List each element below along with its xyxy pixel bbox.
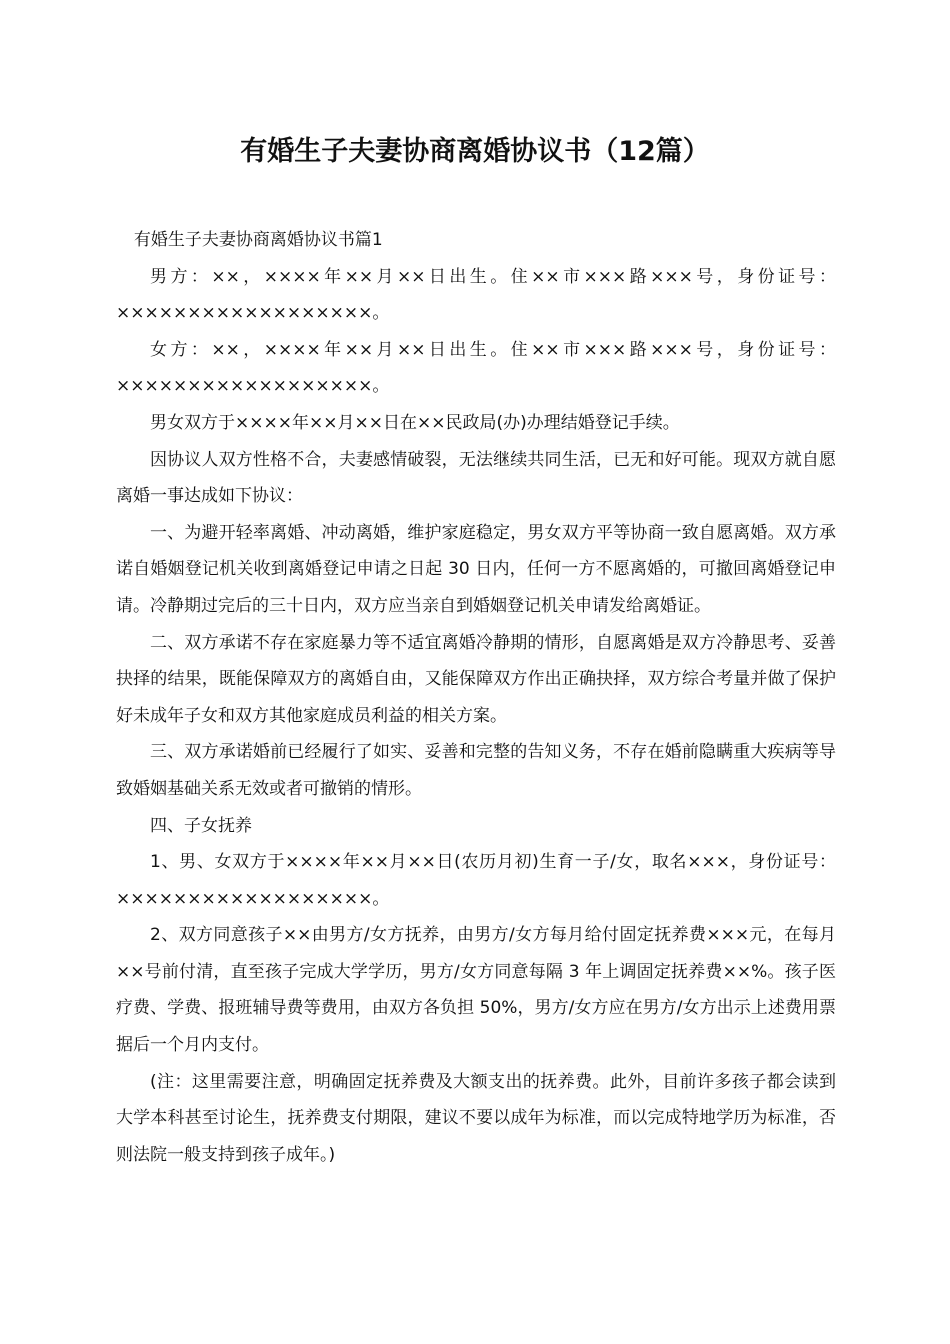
paragraph-note: (注：这里需要注意，明确固定抚养费及大额支出的抚养费。此外，目前许多孩子都会读到大学本科甚至讨论生，抚养费支付期限，建议不要以成年为标准，而以完成特地学历为标准，否则法院一般支持到孩子成年。) bbox=[116, 1071, 836, 1165]
paragraph-child-item-1: 1、男、女双方于××××年××月××日(农历月初)生育一子/女，取名×××，身份证号：××××××××××××××××××。 bbox=[116, 852, 836, 909]
paragraph-clause-4-heading: 四、子女抚养 bbox=[150, 815, 252, 836]
paragraph-male-party: 男方：××，××××年××月××日出生。住××市×××路×××号，身份证号：××××××××××××××××××。 bbox=[116, 266, 836, 324]
paragraph-female-party: 女方：××，××××年××月××日出生。住××市×××路×××号，身份证号：××××××××××××××××××。 bbox=[116, 339, 836, 397]
paragraph-clause-3: 三、双方承诺婚前已经履行了如实、妥善和完整的告知义务，不存在婚前隐瞒重大疾病等导致婚姻基础关系无效或者可撤销的情形。 bbox=[116, 742, 836, 799]
document-title: 有婚生子夫妻协商离婚协议书（12篇） bbox=[240, 136, 710, 167]
paragraph-child-item-2: 2、双方同意孩子××由男方/女方抚养，由男方/女方每月给付固定抚养费×××元，在每月××号前付清，直至孩子完成大学学历，男方/女方同意每隔 3 年上调固定抚养费××%。孩子医疗费、学费、报班辅导费等费用，由双方各负担 50%，男方/女方应在男方/女方出示上述费用票据后一个月内支付。 bbox=[116, 925, 836, 1056]
section-heading: 有婚生子夫妻协商离婚协议书篇1 bbox=[133, 230, 383, 250]
paragraph-divorce-reason: 因协议人双方性格不合，夫妻感情破裂，无法继续共同生活，已无和好可能。现双方就自愿离婚一事达成如下协议： bbox=[116, 449, 836, 507]
paragraph-clause-1: 一、为避开轻率离婚、冲动离婚，维护家庭稳定，男女双方平等协商一致自愿离婚。双方承诺自婚姻登记机关收到离婚登记申请之日起 30 日内，任何一方不愿离婚的，可撤回离婚登记申请。冷静期过完后的三十日内，双方应当亲自到婚姻登记机关申请发给离婚证。 bbox=[116, 522, 836, 616]
document-body bbox=[116, 222, 836, 1173]
paragraph-clause-2: 二、双方承诺不存在家庭暴力等不适宜离婚冷静期的情形，自愿离婚是双方冷静思考、妥善抉择的结果，既能保障双方的离婚自由，又能保障双方作出正确抉择，双方综合考量并做了保护好未成年子女和双方其他家庭成员利益的相关方案。 bbox=[116, 632, 836, 726]
paragraph-marriage-registration: 男女双方于××××年××月××日在××民政局(办)办理结婚登记手续。 bbox=[150, 412, 680, 433]
